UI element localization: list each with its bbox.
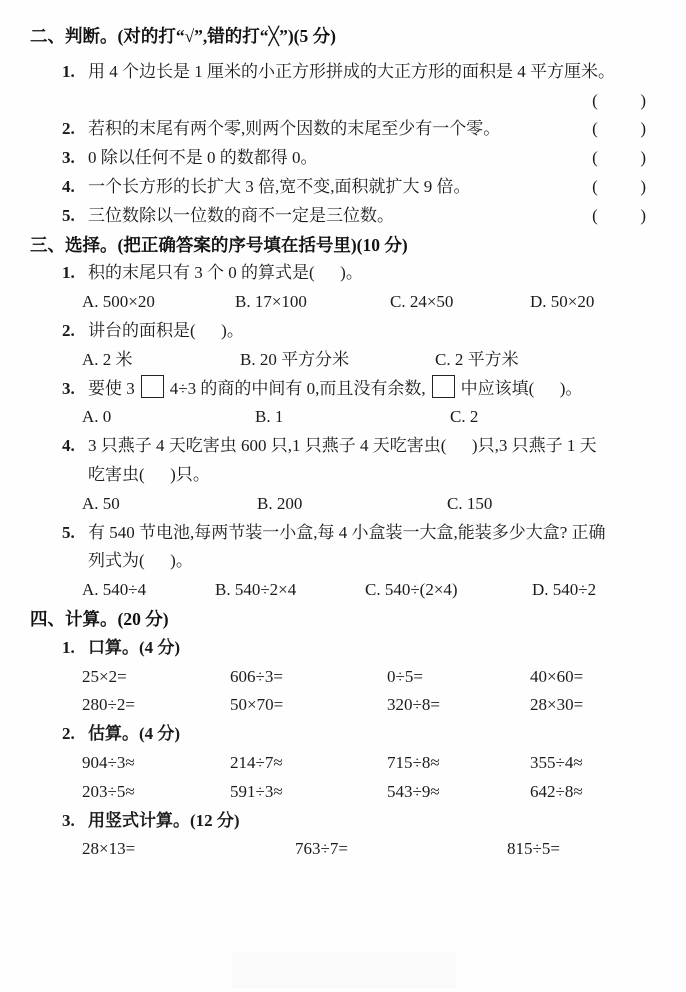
subsection-label: 用竖式计算。(12 分) [88, 810, 240, 830]
choice-question-5 [30, 519, 658, 548]
option-c: C. 2 平方米 [435, 349, 519, 369]
choice-question-5-options [30, 576, 658, 605]
choice-question-4-line2 [30, 461, 658, 490]
item-text: 若积的末尾有两个零,则两个因数的末尾至少有一个零。 [88, 119, 501, 139]
expression: 28×13= [82, 839, 136, 859]
judgment-item-2 [30, 115, 658, 144]
expression: 606÷3= [230, 666, 283, 686]
item-number: 4. [62, 176, 75, 196]
subsection-oral-calc [30, 634, 658, 663]
choice-question-3-options [30, 403, 658, 432]
option-a: A. 50 [82, 493, 120, 513]
expression: 40×60= [530, 666, 584, 686]
subsection-label: 估算。(4 分) [88, 724, 181, 744]
vertical-calc-row [30, 835, 658, 864]
estimation-row-1 [30, 749, 658, 778]
question-text-line2: 吃害虫( )只。 [88, 464, 210, 484]
section-title-text: 二、判断。(对的打“√”,错的打“╳”)(5 分) [30, 26, 336, 46]
subsection-estimation [30, 720, 658, 749]
choice-question-1-options [30, 288, 658, 317]
option-c: C. 24×50 [390, 292, 454, 312]
expression: 214÷7≈ [230, 752, 283, 772]
expression: 25×2= [82, 666, 127, 686]
section-judgment-title [30, 22, 658, 51]
judgment-item-4 [30, 173, 658, 202]
choice-question-2-options [30, 346, 658, 375]
item-text: 三位数除以一位数的商不一定是三位数。 [88, 205, 394, 225]
expression: 203÷5≈ [82, 781, 135, 801]
expression: 355÷4≈ [530, 752, 583, 772]
item-text: 一个长方形的长扩大 3 倍,宽不变,面积就扩大 9 倍。 [88, 176, 471, 196]
oral-calc-row-1 [30, 663, 658, 692]
option-c: C. 150 [447, 493, 493, 513]
choice-question-2 [30, 317, 658, 346]
option-c: C. 540÷(2×4) [365, 580, 458, 600]
page-content [30, 22, 658, 864]
choice-question-4 [30, 432, 658, 461]
expression: 280÷2= [82, 695, 135, 715]
item-number: 4. [62, 436, 75, 456]
question-text-part: 中应该填( )。 [460, 378, 583, 398]
estimation-row-2 [30, 778, 658, 807]
option-a: A. 2 米 [82, 349, 133, 369]
scan-artifact [232, 952, 456, 988]
option-b: B. 1 [255, 407, 284, 427]
oral-calc-row-2 [30, 691, 658, 720]
expression: 543÷9≈ [387, 781, 440, 801]
judgment-item-5 [30, 202, 658, 231]
answer-brackets: ( ) [592, 148, 646, 168]
answer-brackets: ( ) [592, 176, 646, 196]
answer-brackets: ( ) [592, 119, 646, 139]
item-number: 5. [62, 522, 75, 542]
section-calculation-title [30, 605, 658, 634]
judgment-item-1-answer-line [30, 87, 658, 116]
option-c: C. 2 [450, 407, 479, 427]
section-title-text: 四、计算。(20 分) [30, 608, 169, 629]
expression: 50×70= [230, 695, 284, 715]
question-text-line1: 有 540 节电池,每两节装一小盒,每 4 小盒装一大盒,能装多少大盒? 正确 [88, 522, 606, 542]
question-text-part: 4÷3 的商的中间有 0,而且没有余数, [169, 378, 426, 398]
judgment-item-1 [30, 58, 658, 87]
option-a: A. 0 [82, 407, 112, 427]
option-d: D. 50×20 [530, 292, 595, 312]
expression: 28×30= [530, 695, 584, 715]
question-text-line1: 3 只燕子 4 天吃害虫 600 只,1 只燕子 4 天吃害虫( )只,3 只燕子 1 天 [88, 436, 597, 456]
subsection-label: 口算。(4 分) [88, 637, 181, 657]
item-number: 2. [62, 119, 75, 139]
question-text: 讲台的面积是( )。 [88, 320, 244, 340]
subsection-vertical-calc [30, 807, 658, 836]
item-number: 2. [62, 724, 75, 744]
blank-box [432, 375, 455, 398]
item-number: 1. [62, 263, 75, 283]
item-text: 用 4 个边长是 1 厘米的小正方形拼成的大正方形的面积是 4 平方厘米。 [88, 61, 615, 81]
option-a: A. 540÷4 [82, 580, 147, 600]
question-text-line2: 列式为( )。 [88, 551, 193, 571]
section-title-text: 三、选择。(把正确答案的序号填在括号里)(10 分) [30, 234, 408, 255]
choice-question-1 [30, 259, 658, 288]
item-number: 1. [62, 61, 75, 81]
option-b: B. 540÷2×4 [215, 580, 297, 600]
expression: 763÷7= [295, 839, 348, 859]
item-text: 0 除以任何不是 0 的数都得 0。 [88, 148, 318, 168]
item-number: 1. [62, 637, 75, 657]
section-choice-title [30, 231, 658, 260]
expression: 904÷3≈ [82, 752, 135, 772]
item-number: 3. [62, 148, 75, 168]
answer-brackets: ( ) [592, 205, 646, 225]
option-b: B. 200 [257, 493, 303, 513]
option-d: D. 540÷2 [532, 580, 597, 600]
answer-brackets: ( ) [592, 90, 646, 110]
option-a: A. 500×20 [82, 292, 155, 312]
choice-question-4-options [30, 490, 658, 519]
item-number: 3. [62, 378, 75, 398]
option-b: B. 17×100 [235, 292, 307, 312]
expression: 320÷8= [387, 695, 440, 715]
blank-box [141, 375, 164, 398]
item-number: 2. [62, 320, 75, 340]
expression: 591÷3≈ [230, 781, 283, 801]
choice-question-3 [30, 375, 658, 404]
item-number: 5. [62, 205, 75, 225]
item-number: 3. [62, 810, 75, 830]
option-b: B. 20 平方分米 [240, 349, 350, 369]
question-text [88, 375, 658, 404]
question-text: 积的末尾只有 3 个 0 的算式是( )。 [88, 263, 363, 283]
expression: 0÷5= [387, 666, 423, 686]
expression: 715÷8≈ [387, 752, 440, 772]
expression: 815÷5= [507, 839, 560, 859]
question-text-part: 要使 3 [88, 378, 135, 398]
choice-question-5-line2 [30, 547, 658, 576]
expression: 642÷8≈ [530, 781, 583, 801]
judgment-item-3 [30, 144, 658, 173]
